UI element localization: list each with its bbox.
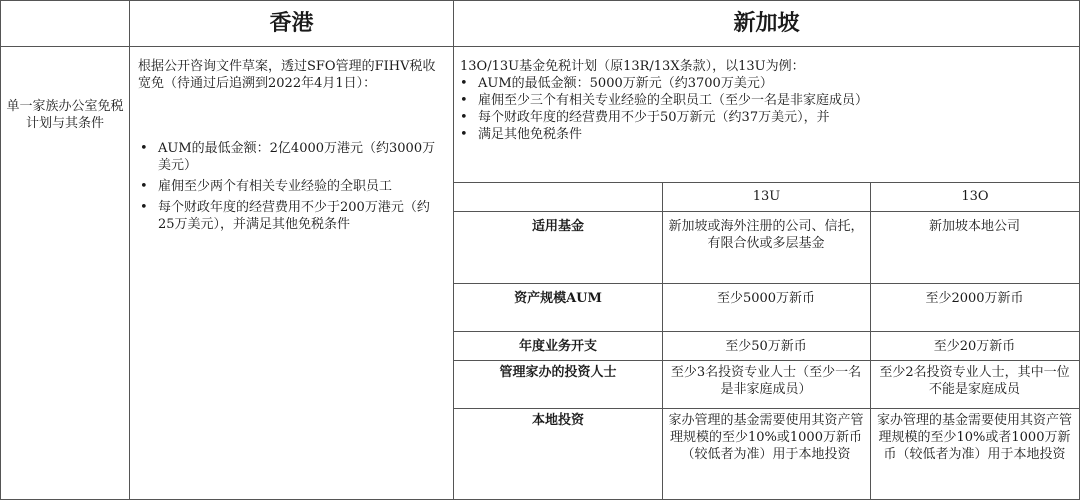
sg-col-13u: 13U (752, 189, 781, 204)
sg-cell-13u: 至少50万新币 (725, 339, 807, 354)
col-divider-1 (129, 0, 130, 500)
sg-col-13o: 13O (961, 189, 989, 204)
sg-row-label: 资产规模AUM (514, 291, 602, 306)
hk-bullet: • 每个财政年度的经营费用不少于200万港元（约25万美元），并满足其他免税条件 (136, 199, 446, 233)
sg-cell-13o: 新加坡本地公司 (928, 219, 1020, 234)
sg-row-label: 适用基金 (531, 219, 584, 234)
sg-bullet: • 满足其他免税条件 (456, 126, 1072, 143)
header-sg: 新加坡 (733, 10, 800, 36)
sg-intro: 13O/13U基金免税计划（原13R/13X条款），以13U为例： (460, 59, 805, 74)
sg-row-label: 年度业务开支 (518, 339, 597, 354)
sg-cell-13o: 至少20万新币 (933, 339, 1016, 354)
sg-row-label: 管理家办的投资人士 (499, 365, 617, 380)
border-bottom (0, 499, 1080, 500)
sg-bullet: • 雇佣至少三个有相关专业经验的全职员工（至少一名是非家庭成员） (456, 92, 1072, 109)
sg-table-row4 (453, 360, 1080, 361)
row-label: 单一家族办公室免税计划与其条件 (6, 99, 124, 131)
sg-bullet: • 每个财政年度的经营费用不少于50万新元（约37万美元），并 (456, 109, 1072, 126)
sg-cell-13o: 至少2000万新币 (925, 291, 1024, 306)
hk-bullet: • AUM的最低金额：2亿4000万港元（约3000万美元） (136, 140, 446, 174)
sg-cell-13u: 家办管理的基金需要使用其资产管理规模的至少10%或1000万新币（较低者为准）用于本地投资 (668, 413, 864, 462)
hk-bullet: • 雇佣至少两个有相关专业经验的全职员工 (136, 178, 446, 195)
sg-table-top (453, 182, 1080, 183)
border-top (0, 0, 1080, 1)
sg-bullet: • AUM的最低金额：5000万新元（约3700万美元） (456, 75, 1072, 92)
sg-cell-13o: 至少2名投资专业人士，其中一位不能是家庭成员 (879, 365, 1070, 397)
sg-row-label: 本地投资 (531, 413, 584, 428)
sg-table-col2 (870, 182, 871, 500)
hk-intro: 根据公开咨询文件草案，透过SFO管理的FIHV税收宽免（待通过后追溯到2022年4月1日）： (138, 59, 436, 91)
sg-bullets (456, 75, 1072, 143)
sg-cell-13o: 家办管理的基金需要使用其资产管理规模的至少10%或者1000万新币（较低者为准）用于本地投资 (876, 413, 1072, 462)
sg-table-row2 (453, 283, 1080, 284)
sg-table-col1 (662, 182, 663, 500)
hk-bullets (136, 140, 446, 233)
border-header (0, 46, 1080, 47)
sg-cell-13u: 新加坡或海外注册的公司、信托，有限合伙或多层基金 (668, 219, 864, 251)
border-left (0, 0, 1, 500)
sg-cell-13u: 至少5000万新币 (716, 291, 816, 306)
sg-cell-13u: 至少3名投资专业人士（至少一名是非家庭成员） (670, 365, 862, 397)
sg-table-row3 (453, 331, 1080, 332)
sg-table-row5 (453, 408, 1080, 409)
header-hk: 香港 (269, 10, 314, 36)
sg-table-row1 (453, 211, 1080, 212)
